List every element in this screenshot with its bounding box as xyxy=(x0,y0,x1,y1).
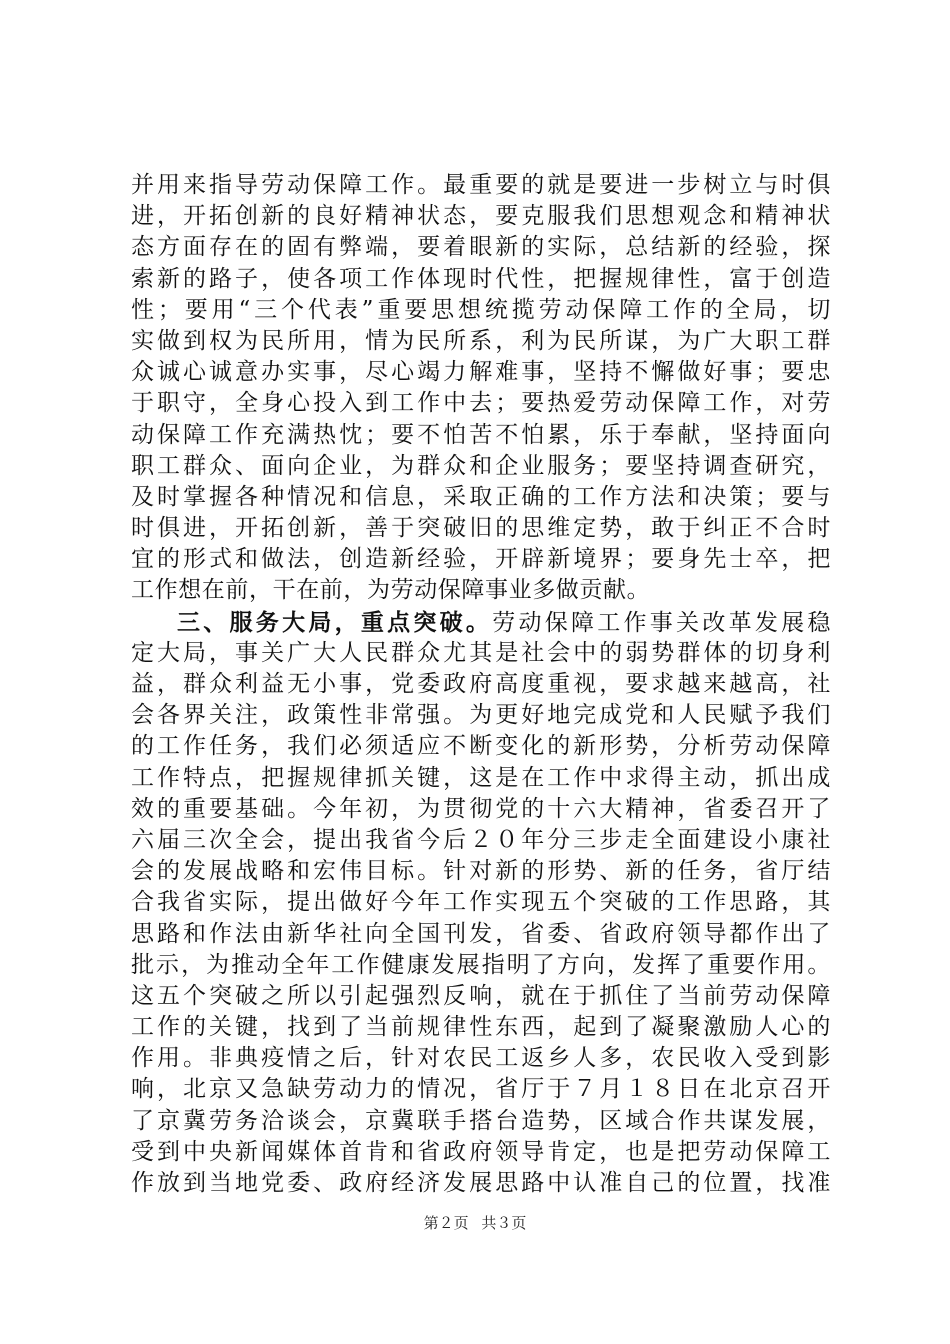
paragraph-first-line xyxy=(131,607,831,638)
text-line: 批示，为推动全年工作健康发展指明了方向，发挥了重要作用。 xyxy=(131,951,831,978)
section-heading: 三、服务大局，重点突破。 xyxy=(177,608,493,636)
text-line: 索新的路子，使各项工作体现时代性，把握规律性，富于创造 xyxy=(131,265,831,292)
text-line: 工作特点，把握规律抓关键，这是在工作中求得主动，抓出成 xyxy=(131,764,831,791)
text-line: 了京冀劳务洽谈会，京冀联手搭台造势，区域合作共谋发展， xyxy=(131,1107,831,1134)
text-line: 会的发展战略和宏伟目标。针对新的形势、新的任务，省厅结 xyxy=(131,858,831,885)
text-line: 动保障工作充满热忱；要不怕苦不怕累，乐于奉献，坚持面向 xyxy=(131,421,831,448)
text-line: 于职守，全身心投入到工作中去；要热爱劳动保障工作，对劳 xyxy=(131,390,831,417)
page-footer xyxy=(0,1213,950,1233)
text-line: 实做到权为民所用，情为民所系，利为民所谋，为广大职工群 xyxy=(131,327,831,354)
text-line: 职工群众、面向企业，为群众和企业服务；要坚持调查研究， xyxy=(131,452,831,479)
text-line: 六届三次全会，提出我省今后２０年分三步走全面建设小康社 xyxy=(131,826,831,853)
text-line: 时俱进，开拓创新，善于突破旧的思维定势，敢于纠正不合时 xyxy=(131,515,831,542)
text-line: 受到中央新闻媒体首肯和省政府领导肯定，也是把劳动保障工 xyxy=(131,1138,831,1165)
text-line: 并用来指导劳动保障工作。最重要的就是要进一步树立与时俱 xyxy=(131,172,831,198)
text-line: 态方面存在的固有弊端，要着眼新的实际，总结新的经验，探 xyxy=(131,234,831,261)
text-line: 定大局，事关广大人民群众尤其是社会中的弱势群体的切身利 xyxy=(131,639,831,666)
text-line: 作用。非典疫情之后，针对农民工返乡人多，农民收入受到影 xyxy=(131,1045,831,1072)
text-line: 宜的形式和做法，创造新经验，开辟新境界；要身先士卒，把 xyxy=(131,546,831,573)
document-body xyxy=(131,170,831,1199)
text-line: 众诚心诚意办实事，尽心竭力解难事，坚持不懈做好事；要忠 xyxy=(131,359,831,386)
text-line: 响，北京又急缺劳动力的情况，省厅于７月１８日在北京召开 xyxy=(131,1076,831,1103)
page-total: 共３页 xyxy=(481,1214,527,1232)
text-line: 益，群众利益无小事，党委政府高度重视，要求越来越高，社 xyxy=(131,671,831,697)
text-line: 的工作任务，我们必须适应不断变化的新形势，分析劳动保障 xyxy=(131,733,831,760)
text-line: 会各界关注，政策性非常强。为更好地完成党和人民赋予我们 xyxy=(131,702,831,729)
text-line: 作放到当地党委、政府经济发展思路中认准自己的位置，找准 xyxy=(131,1170,831,1196)
text-line: 效的重要基础。今年初，为贯彻党的十六大精神，省委召开了 xyxy=(131,795,831,822)
text-line: 这五个突破之所以引起强烈反响，就在于抓住了当前劳动保障 xyxy=(131,982,831,1009)
text-run: 劳动保障工作事关改革发展稳 xyxy=(492,609,831,636)
text-line: 思路和作法由新华社向全国刊发，省委、省政府领导都作出了 xyxy=(131,920,831,947)
text-line: 合我省实际，提出做好今年工作实现五个突破的工作思路，其 xyxy=(131,889,831,916)
paragraph-2 xyxy=(131,607,831,1200)
paragraph-1 xyxy=(131,170,831,607)
text-line: 工作的关键，找到了当前规律性东西，起到了凝聚激励人心的 xyxy=(131,1014,831,1041)
text-line: 进，开拓创新的良好精神状态，要克服我们思想观念和精神状 xyxy=(131,203,831,230)
page-number: 第２页 xyxy=(423,1214,469,1232)
text-line: 性；要用“三个代表”重要思想统揽劳动保障工作的全局，切 xyxy=(131,296,831,323)
text-line: 及时掌握各种情况和信息，采取正确的工作方法和决策；要与 xyxy=(131,483,831,510)
text-line: 工作想在前，干在前，为劳动保障事业多做贡献。 xyxy=(131,577,651,604)
